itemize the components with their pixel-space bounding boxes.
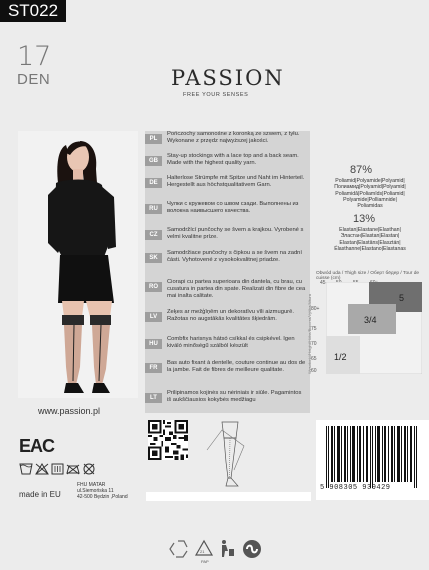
size-chart <box>326 282 422 374</box>
height-tick: 60 <box>311 368 317 374</box>
thigh-tick: 45 <box>320 280 326 286</box>
brand-logo: PASSION <box>171 66 285 90</box>
language-descriptions <box>145 131 310 413</box>
lang-text: Bas auto fixant à dentelle, couture continue au dos de la jambe. Fait de fibres de meilleure qualitate. <box>167 360 306 373</box>
no-dryclean-icon <box>84 464 94 474</box>
composition-percent-2: 13% <box>353 213 376 225</box>
recycle-icon <box>170 541 187 557</box>
material-line: Poliamidas <box>357 203 383 210</box>
lang-code: SK <box>145 253 162 263</box>
company-line: FHU MATAR <box>77 482 106 488</box>
website-url[interactable]: www.passion.pl <box>38 406 101 416</box>
material-line: Poliamidă|Poliamīds|Poliamid| <box>335 190 405 197</box>
drip-dry-icon <box>52 464 63 474</box>
company-address <box>77 482 147 500</box>
care-symbols <box>19 461 99 477</box>
lang-code: PL <box>145 134 162 144</box>
lang-text: Pończochy samonośne z koronką ze szwem, z tyłu. Wykonane z przędz najwyższej jakości. <box>167 131 300 144</box>
material-line: Poliamid|Polyamide|Polyamid| <box>335 178 405 184</box>
material-line: Эластан|Elastan|Elastan| <box>340 233 400 240</box>
lang-code: LT <box>145 393 162 403</box>
lang-text: Combfix harisnya hátsó csíkkal és csipkével. Igen kiváló minőségű szálból készült <box>167 336 295 349</box>
no-bleach-icon <box>36 464 48 474</box>
wash-30-icon <box>20 464 32 474</box>
barcode-number: 5 908305 939429 <box>320 484 391 492</box>
lang-row <box>145 175 310 199</box>
lang-row <box>145 153 310 177</box>
size-5-label: 5 <box>399 293 405 303</box>
lang-row <box>145 227 310 251</box>
lang-row <box>145 279 310 303</box>
height-axis-label: Wysokość/Height/Höhe/Высота/Výška/Altura <box>307 294 312 374</box>
lang-text: Samodržící punčochy se švem a krajkou. Vyrobené s velmi kvalitne príze. <box>167 227 304 240</box>
height-tick: 80+ <box>311 306 320 312</box>
lang-text: Halterlose Strümpfe mit Spitze und Naht im Hinterteil. Hergestellt aus höchstqualitativem Garn. <box>167 175 305 188</box>
product-photo <box>18 131 138 398</box>
material-line: Polyamide|Polliamnide| <box>343 196 397 203</box>
product-code: ST022 <box>0 0 66 22</box>
lang-row <box>145 336 310 360</box>
made-in-label: made in EU <box>19 490 61 499</box>
size-3-4-label: 3/4 <box>364 315 377 325</box>
material-line: Elastan|Elastane|Elasthan| <box>339 227 401 233</box>
qr-code[interactable] <box>148 420 188 460</box>
lang-text: Ciorapi cu partea superioara din dantela, cu brau, cu cusatura in partea din spate. Realizati din fibre de cea mai inalta calitate. <box>167 279 306 299</box>
svg-text:21: 21 <box>200 549 205 554</box>
lang-code: DE <box>145 178 162 188</box>
lang-row <box>145 360 310 384</box>
lang-text: Zeķes ar mežģīņēm un dekoratīvu vīli aizmugurē. Ražotas no augstākās kvalitātes šķiedrām. <box>167 309 294 322</box>
pap-label: PAP <box>201 559 209 564</box>
lang-code: FR <box>145 363 162 373</box>
size-chart-header: Obwód uda / Thigh size / Оберт бёдер / Tour de cuisse (cm) <box>316 271 420 281</box>
lang-row <box>145 250 310 274</box>
height-tick: 75 <box>311 326 317 332</box>
company-line: ul.Siemońska 11 <box>77 488 114 494</box>
lang-code: CZ <box>145 230 162 240</box>
material-line: Élasthanne|Elastano|Elastanas <box>334 245 406 252</box>
lang-code: GB <box>145 156 162 166</box>
height-tick: 70 <box>311 341 317 347</box>
lang-text: Stay-up stockings with a lace top and a back seam. Made with the highest quality yarn. <box>167 153 299 166</box>
blank-label-area <box>146 492 311 501</box>
den-label: DEN <box>17 71 51 88</box>
composition-material-2 <box>325 227 415 252</box>
den-number: 17 <box>17 41 52 72</box>
lang-code: RU <box>145 204 162 214</box>
stocking-illustration <box>204 420 254 490</box>
size-1-2-label: 1/2 <box>334 352 347 362</box>
lang-code: HU <box>145 339 162 349</box>
lang-row <box>145 390 310 414</box>
lang-code: RO <box>145 282 162 292</box>
material-line: Elastan|Elastāns|Elasztán| <box>339 239 401 246</box>
composition-material-1 <box>325 178 415 209</box>
no-iron-icon <box>67 465 79 474</box>
lang-text: Prilipinamos kojinės su nėriniais ir siūle. Pagamintos iš aukščiausios kokybės medžiagu <box>167 390 302 403</box>
lang-row <box>145 131 310 155</box>
lang-row <box>145 201 310 225</box>
green-dot-icon <box>243 540 261 558</box>
tidyman-icon <box>222 540 234 557</box>
height-tick: 65 <box>311 356 317 362</box>
lang-text: Чулки с кружевом со швом сзади. Выполнены из волокна наивысшего качества. <box>167 201 299 214</box>
lang-row <box>145 309 310 333</box>
pap-recycle-icon <box>196 541 212 555</box>
brand-tagline: FREE YOUR SENSES <box>183 92 249 98</box>
composition-percent-1: 87% <box>350 164 373 176</box>
material-line: Полиамид|Polyamid|Polyamid| <box>334 184 406 191</box>
lang-text: Samodržiace punčochy s čipkou a se švem na zadní části. Vyhotovené z vysokokvalitnej priadze. <box>167 250 303 263</box>
recycling-symbols <box>168 537 270 561</box>
company-line: 42-500 Będzin ,Poland <box>77 494 128 500</box>
lang-code: LV <box>145 312 162 322</box>
eac-mark: EAC <box>19 436 55 456</box>
